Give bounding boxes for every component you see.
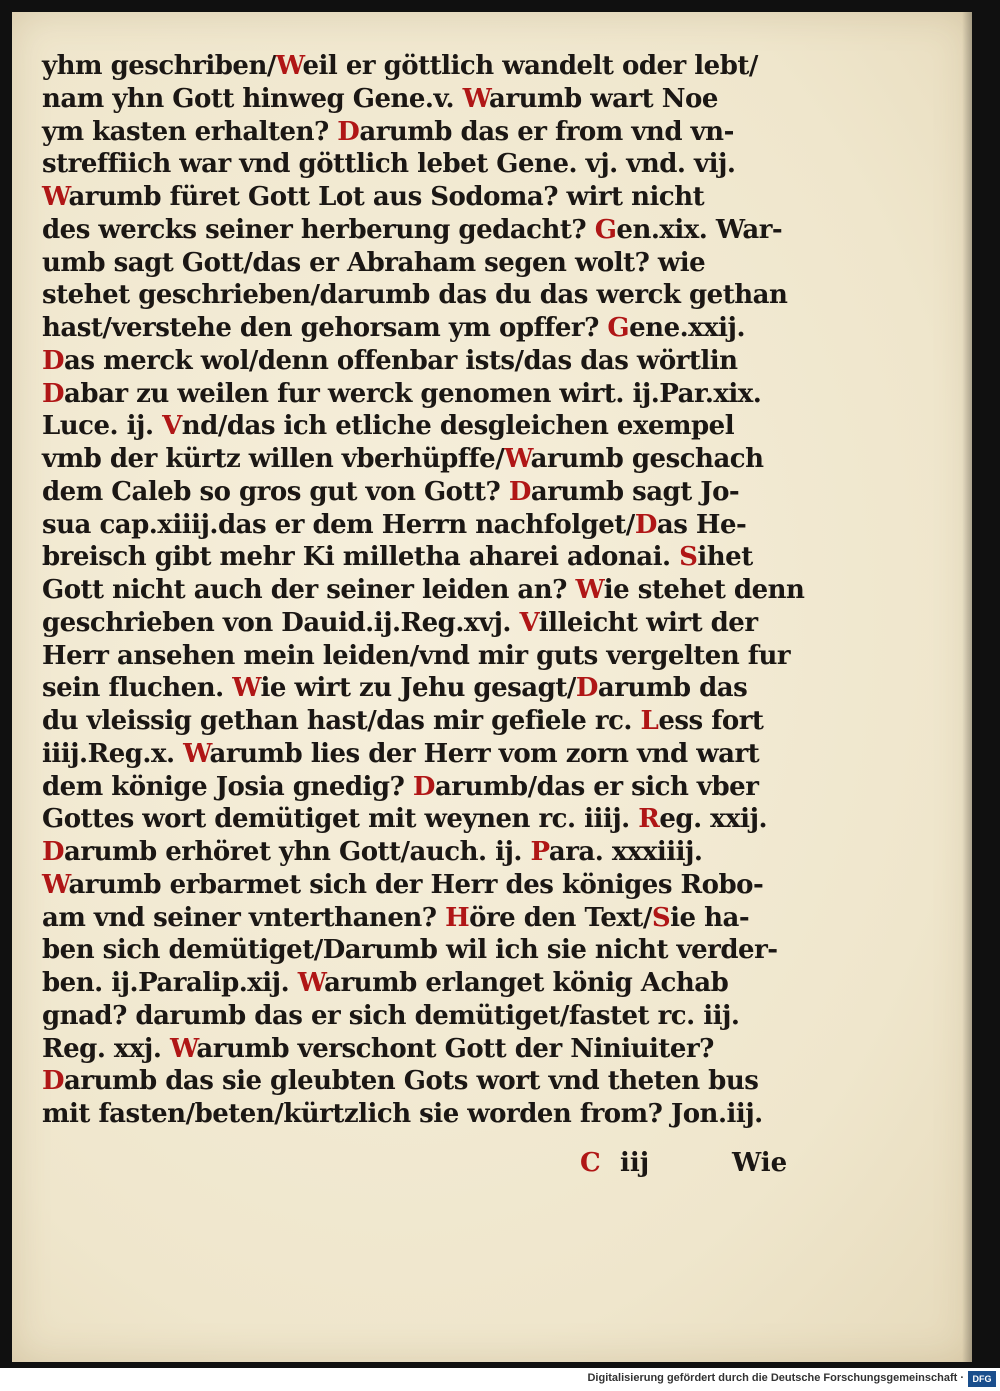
rubricated-initial: D	[42, 1066, 65, 1097]
rubricated-initial: S	[651, 902, 671, 933]
text-segment: umb sagt Gott/das er Abraham segen wolt? wie	[42, 247, 706, 278]
text-line	[42, 672, 802, 705]
rubricated-initial: W	[232, 673, 261, 704]
text-segment: ie stehet denn	[603, 575, 805, 605]
text-line	[42, 443, 802, 476]
catchword: Wie	[732, 1148, 788, 1178]
text-line	[42, 214, 802, 247]
text-segment: arumb das	[597, 673, 748, 704]
signature-mark: C	[580, 1148, 601, 1178]
text-line	[42, 181, 802, 214]
text-segment: dem Caleb so gros gut von Gott?	[42, 476, 509, 507]
text-segment: du vleissig gethan hast/das mir gefiele rc.	[42, 706, 641, 736]
text-line	[42, 902, 802, 935]
text-segment: arumb lies der Herr vom zorn vnd wart	[209, 738, 760, 769]
text-segment: arumb/das er sich vber	[434, 771, 759, 802]
dfg-logo-icon: DFG	[968, 1371, 996, 1387]
text-segment: ihet	[697, 542, 753, 573]
page-footer	[42, 1146, 802, 1180]
rubricated-initial: H	[445, 902, 470, 933]
rubricated-initial: S	[679, 542, 698, 573]
text-line	[42, 476, 802, 509]
text-segment: Herr ansehen mein leiden/vnd mir guts vergelten fur	[42, 640, 791, 671]
text-line	[42, 771, 802, 804]
text-segment: öre den Text/	[469, 902, 652, 933]
text-segment: as He-	[656, 509, 747, 540]
text-segment: Reg. xxj.	[42, 1033, 170, 1064]
text-segment: streffiich war vnd göttlich lebet Gene. vj. vnd. vij.	[42, 149, 736, 180]
text-line	[42, 607, 802, 640]
rubricated-initial: W	[169, 1033, 197, 1064]
text-line	[42, 574, 805, 607]
rubricated-initial: D	[42, 378, 65, 409]
rubricated-initial: V	[162, 411, 182, 442]
text-segment: ben sich demütiget/Darumb wil ich sie nicht verder-	[42, 935, 778, 966]
signature-number: iij	[620, 1148, 650, 1178]
text-line	[42, 967, 802, 1000]
text-line	[42, 345, 802, 378]
text-line	[42, 1098, 802, 1131]
text-line	[42, 509, 802, 542]
text-segment: ben. ij.Paralip.xij.	[42, 968, 298, 998]
rubricated-initial: W	[275, 51, 303, 81]
text-segment: en.xix. War-	[616, 214, 783, 245]
text-block	[42, 50, 805, 1131]
dfg-funding-notice: Digitalisierung gefördert durch die Deutsche Forschungsgemeinschaft ·	[587, 1372, 964, 1384]
rubricated-initial: R	[638, 804, 660, 835]
rubricated-initial: D	[42, 345, 65, 376]
rubricated-initial: D	[575, 673, 598, 704]
text-segment: mit fasten/beten/kürtzlich sie worden from? Jon.iij.	[42, 1099, 763, 1129]
text-segment: ene.xxij.	[629, 313, 746, 343]
page-gutter-shadow	[962, 12, 972, 1362]
text-segment: gnad? darumb das er sich demütiget/fastet rc. iij.	[42, 1000, 740, 1031]
text-line	[42, 1033, 802, 1066]
rubricated-initial: G	[594, 214, 617, 245]
text-segment: ie wirt zu Jehu gesagt/	[260, 673, 576, 704]
text-segment: sein fluchen.	[42, 673, 233, 704]
rubricated-initial: W	[42, 869, 69, 900]
rubricated-initial: P	[530, 837, 549, 867]
text-line	[42, 869, 802, 902]
text-segment: arumb füret Gott Lot aus Sodoma? wirt nicht	[68, 182, 705, 212]
text-segment: arumb das er from vnd vn-	[359, 116, 734, 147]
rubricated-initial: W	[297, 968, 325, 998]
text-segment: nd/das ich etliche desgleichen exempel	[181, 411, 735, 442]
text-segment: arumb erlanget könig Achab	[324, 968, 729, 998]
rubricated-initial: D	[412, 771, 435, 802]
text-segment: arumb wart Noe	[489, 83, 718, 114]
rubricated-initial: W	[42, 182, 69, 212]
rubricated-initial: D	[634, 509, 657, 540]
text-line	[42, 83, 802, 116]
text-segment: arumb geschach	[530, 444, 764, 474]
text-line	[42, 803, 802, 836]
text-segment: arumb erhöret yhn Gott/auch. ij.	[64, 837, 531, 867]
text-segment: arumb erbarmet sich der Herr des königes Robo-	[68, 869, 764, 900]
text-segment: eg. xxij.	[659, 804, 768, 835]
rubricated-initial: W	[183, 738, 210, 769]
text-segment: des wercks seiner herberung gedacht?	[42, 214, 595, 245]
text-line	[42, 378, 802, 411]
text-segment: ess fort	[658, 706, 764, 736]
rubricated-initial: G	[607, 313, 630, 343]
text-segment: breisch gibt mehr Ki milletha aharei adonai.	[42, 542, 680, 573]
text-line	[42, 640, 802, 673]
rubricated-initial: D	[42, 837, 65, 867]
text-segment: Gottes wort demütiget mit weynen rc. iiij.	[42, 804, 639, 835]
text-line	[42, 934, 802, 967]
text-segment: yhm geschriben/	[42, 51, 276, 81]
text-line	[42, 410, 802, 443]
text-segment: arumb sagt Jo-	[530, 476, 740, 507]
text-segment: arumb verschont Gott der Niniuiter?	[196, 1033, 714, 1064]
text-line	[42, 541, 802, 574]
text-segment: vmb der kürtz willen vberhüpffe/	[42, 444, 505, 474]
text-line	[42, 1000, 802, 1033]
text-segment: abar zu weilen fur werck genomen wirt. ij.Par.xix.	[64, 378, 762, 409]
text-segment: dem könige Josia gnedig?	[42, 771, 413, 802]
text-segment: illeicht wirt der	[538, 607, 758, 638]
text-segment: Luce. ij.	[42, 411, 163, 442]
text-line	[42, 148, 802, 181]
text-line	[42, 1065, 802, 1098]
text-segment: ym kasten erhalten?	[42, 116, 338, 147]
text-segment: iiij.Reg.x.	[42, 738, 184, 769]
text-segment: sua cap.xiiij.das er dem Herrn nachfolget/	[42, 509, 635, 540]
text-line	[42, 116, 802, 149]
text-segment: stehet geschrieben/darumb das du das werck gethan	[42, 280, 788, 311]
text-line	[42, 279, 802, 312]
text-segment: eil er göttlich wandelt oder lebt/	[302, 51, 758, 81]
text-line	[42, 738, 802, 771]
rubricated-initial: W	[462, 83, 490, 114]
rubricated-initial: D	[508, 476, 531, 507]
text-segment: hast/verstehe den gehorsam ym opffer?	[42, 313, 608, 343]
text-segment: arumb das sie gleubten Gots wort vnd theten bus	[64, 1066, 759, 1097]
text-segment: ara. xxxiiij.	[548, 837, 703, 867]
text-segment: ie ha-	[670, 902, 750, 933]
text-line	[42, 836, 802, 869]
text-segment: nam yhn Gott hinweg Gene.v.	[42, 83, 463, 114]
rubricated-initial: W	[504, 444, 531, 474]
text-line	[42, 312, 802, 345]
text-segment: am vnd seiner vnterthanen?	[42, 902, 446, 933]
text-segment: geschrieben von Dauid.ij.Reg.xvj.	[42, 607, 520, 638]
rubricated-initial: V	[519, 607, 539, 638]
rubricated-initial: D	[337, 116, 360, 147]
book-page	[12, 12, 972, 1362]
text-line	[42, 247, 802, 280]
text-segment: Gott nicht auch der seiner leiden an?	[42, 575, 576, 605]
rubricated-initial: W	[575, 575, 604, 605]
text-line	[42, 50, 802, 83]
rubricated-initial: L	[640, 706, 659, 736]
dfg-funding-bar	[0, 1368, 1000, 1391]
text-segment: as merck wol/denn offenbar ists/das das wörtlin	[64, 345, 738, 376]
text-line	[42, 705, 802, 738]
